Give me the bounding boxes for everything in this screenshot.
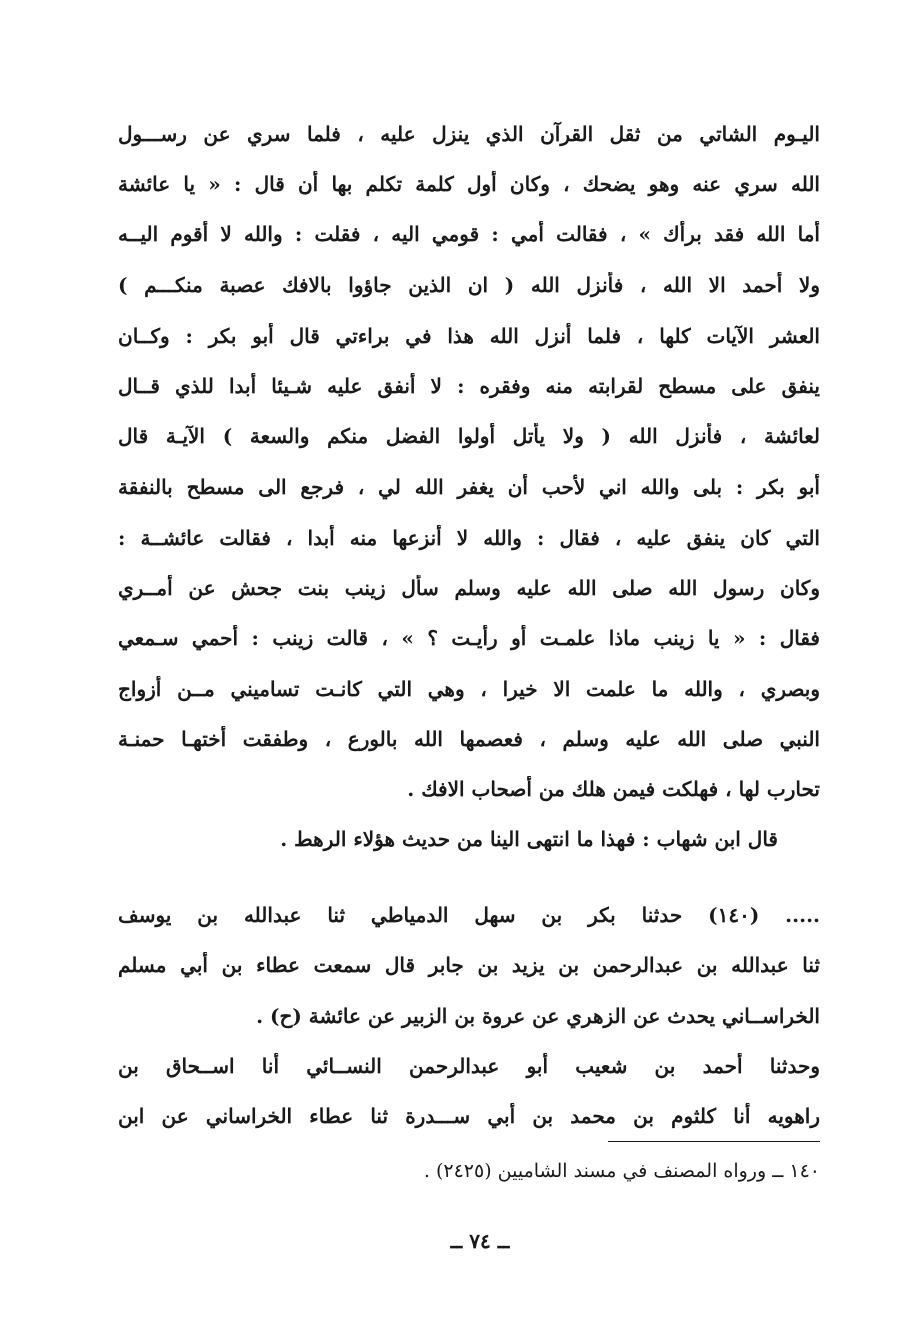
footnote-divider bbox=[608, 1141, 820, 1142]
text-line-13: النبي صلى الله عليه وسلم ، فعصمها الله بالورع ، وطفقت أختهـا حمنـة bbox=[118, 727, 820, 751]
section-line-3: الخراســاني يحدث عن الزهري عن عروة بن الزبير عن عائشة (ح) . bbox=[256, 1004, 820, 1028]
section-line-5: راهويه أنا كلثوم بن محمد بن أبي ســـدرة ثنا عطاء الخراساني عن ابن bbox=[118, 1104, 820, 1128]
text-line-2: الله سري عنه وهو يضحك ، وكان أول كلمة تكلم بها أن قال : « يا عائشة bbox=[118, 172, 820, 196]
section-line-2: ثنا عبدالله بن عبدالرحمن بن يزيد بن جابر قال سمعت عطاء بن أبي مسلم bbox=[118, 953, 820, 977]
text-line-8: أبو بكر : بلى والله اني لأحب أن يغفر الله لي ، فرجع الى مسطح بالنفقة bbox=[118, 475, 820, 499]
section-line-4: وحدثنا أحمد بن شعيب أبو عبدالرحمن النســائي أنا اســحاق بن bbox=[118, 1054, 820, 1078]
text-line-6: ينفق على مسطح لقرابته منه وفقره : لا أنفق عليه شـيئا أبدا للذي قــال bbox=[118, 374, 820, 398]
text-line-7: لعائشة ، فأنزل الله ( ولا يأتل أولوا الفضل منكم والسعة ) الآيـة قال bbox=[118, 424, 820, 448]
text-line-12: وبصري ، والله ما علمت الا خيرا ، وهي التي كانـت تساميني مــن أزواج bbox=[118, 677, 820, 701]
section-line-1: ..... (١٤٠) حدثنا بكر بن سهل الدمياطي ثنا عبدالله بن يوسف bbox=[118, 903, 820, 927]
footnote: ١٤٠ ــ ورواه المصنف في مسند الشاميين (٢٤٢٥) . bbox=[423, 1160, 820, 1182]
page-number: ــ ٧٤ ــ bbox=[450, 1229, 510, 1253]
text-line-14: تحارب لها ، فهلكت فيمن هلك من أصحاب الافك . bbox=[407, 777, 820, 801]
text-line-9: التي كان ينفق عليه ، فقال : والله لا أنزعها منه أبدا ، فقالت عائشــة : bbox=[118, 526, 820, 550]
text-line-3: أما الله فقد برأك » ، فقالت أمي : قومي اليه ، فقلت : والله لا أقوم اليــه bbox=[118, 222, 820, 246]
text-line-4: ولا أحمد الا الله ، فأنزل الله ( ان الذين جاؤوا بالافك عصبة منكـــم ) bbox=[118, 273, 820, 297]
text-line-11: فقال : « يا زينب ماذا علمـت أو رأيـت ؟ » ، قالت زينب : أحمي سـمعي bbox=[118, 626, 820, 650]
closing-line: قال ابن شهاب : فهذا ما انتهى الينا من حديث هؤلاء الرهط . bbox=[280, 827, 778, 851]
text-line-10: وكان رسول الله صلى الله عليه وسلم سأل زينب بنت جحش عن أمــري bbox=[118, 576, 820, 600]
text-line-1: اليـوم الشاتي من ثقل القرآن الذي ينزل عليه ، فلما سري عن رســـول bbox=[118, 122, 820, 146]
text-line-5: العشر الآيات كلها ، فلما أنزل الله هذا في براءتي قال أبو بكر : وكــان bbox=[118, 324, 820, 348]
